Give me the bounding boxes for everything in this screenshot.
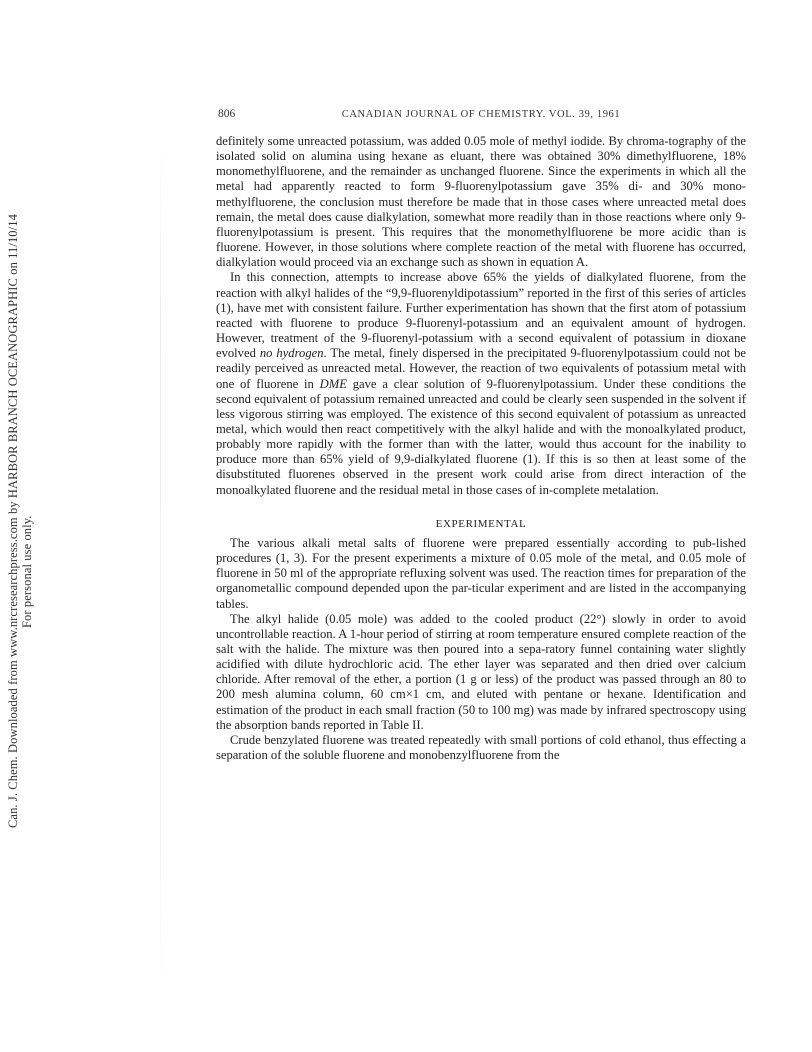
page-number: 806 — [218, 108, 236, 120]
paragraph-text: . The metal, finely dispersed in the precipitated 9-fluorenylpotassium could not be readily perceived as unreacted metal. However, the reaction of two equivalents of potassium metal with one of fluorene in — [216, 346, 747, 391]
running-header — [216, 108, 746, 122]
section-heading: EXPERIMENTAL — [435, 517, 527, 530]
running-title: CANADIAN JOURNAL OF CHEMISTRY. VOL. 39, 1961 — [341, 109, 621, 120]
paragraph-dialkylation — [216, 270, 746, 497]
download-watermark — [0, 0, 38, 1052]
emphasis-no-hydrogen: no hydrogen — [259, 346, 324, 361]
emphasis-dme: DME — [319, 376, 347, 391]
article-body — [216, 134, 746, 763]
paragraph-alkylation-procedure: The alkyl halide (0.05 mole) was added to the cooled product (22°) slowly in order to avoid uncontrollable reaction. A 1-hour period of stirring at room temperature ensured complete reaction of the salt with the halide. The mixture was then poured into a sepa-ratory funnel containing water slightly acidified with dilute hydrochloric acid. The ether layer was separated and then dried over calcium chloride. After removal of the ether, a portion (1 g or less) of the product was passed through an 80 to 200 mesh alumina column, 60 cm×1 cm, and eluted with pentane or hexane. Identification and estimation of the product in each small fraction (50 to 100 mg) was made by infrared spectroscopy using the absorption bands reported in Table II. — [216, 611, 746, 732]
paragraph-continuation: definitely some unreacted potassium, was added 0.05 mole of methyl iodide. By chroma-tography of the isolated solid on alumina using hexane as eluant, there was obtained 30% dimethylfluorene, 18% monomethylfluorene, and the remainder as unchanged fluorene. Since the experiments in which all the metal had apparently reacted to form 9-fluorenylpotassium gave 35% di- and 30% mono-methylfluorene, the conclusion must therefore be made that in those cases where unreacted metal does remain, the metal does cause dialkylation, somewhat more readily than in those reactions where only 9-fluorenylpotassium is present. This requires that the monomethylfluorene be more acidic than is fluorene. However, in those solutions where complete reaction of the metal with fluorene has occurred, dialkylation would proceed via an exchange such as shown in equation A. — [216, 134, 746, 270]
paragraph-benzylation: Crude benzylated fluorene was treated repeatedly with small portions of cold ethanol, thus effecting a separation of the soluble fluorene and monobenzylfluorene from the — [216, 732, 746, 763]
personal-use-notice: For personal use only. — [20, 515, 34, 628]
paragraph-text: In this connection, attempts to increase above 65% the yields of dialkylated fluorene, from the reaction with alkyl halides of the “9,9-fluorenyldipotassium” reported in the first of this series of articles (1), have met with consistent failure. Further experimentation has shown that the first atom of potassium reacted with fluorene to produce 9-fluorenyl-potassium and an equivalent amount of hydrogen. However, treatment of the 9-fluorenyl-potassium with a second equivalent of potassium in dioxane evolved — [216, 270, 746, 361]
scan-margin-shadow — [160, 140, 161, 1000]
paragraph-salt-preparation: The various alkali metal salts of fluorene were prepared essentially according to pub-lished procedures (1, 3). For the present experiments a mixture of 0.05 mole of the metal, and 0.05 mole of fluorene in 50 ml of the appropriate refluxing solvent was used. The reaction times for preparation of the organometallic compound depended upon the par-ticular experiment and are listed in the accompanying tables. — [216, 535, 746, 611]
download-notice: Can. J. Chem. Downloaded from www.nrcresearchpress.com by HARBOR BRANCH OCEANOGRAPHIC on 11/10/14 — [6, 214, 20, 828]
paragraph-text: gave a clear solution of 9-fluorenylpotassium. Under these conditions the second equivalent of potassium remained unreacted and could be clearly seen suspended in the solvent if less vigorous stirring was employed. The existence of this second equivalent of potassium as unreacted metal, which would then react competitively with the alkyl halide and with the monoalkylated product, probably more rapidly with the former than with the latter, would thus account for the inability to produce more than 65% yield of 9,9-dialkylated fluorene (1). If this is so then at least some of the disubstituted fluorenes observed in the present work could arise from direct interaction of the monoalkylated fluorene and the residual metal in those cases of in-complete metalation. — [216, 376, 746, 497]
